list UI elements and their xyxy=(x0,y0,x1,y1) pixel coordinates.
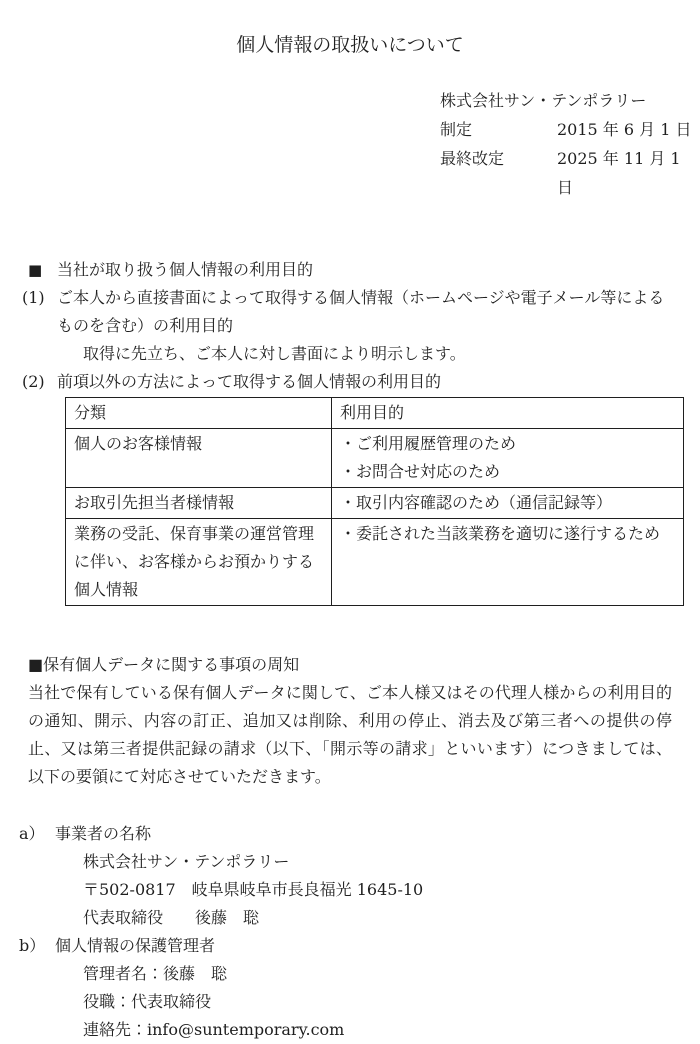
purpose-cell xyxy=(332,429,684,488)
list-item-1-note: 取得に先立ち、ご本人に対し書面により明示します。 xyxy=(83,344,466,363)
category-cell: 個人のお客様情報 xyxy=(66,429,332,488)
list-item-2-marker: (2) xyxy=(22,372,45,391)
header-purpose: 利用目的 xyxy=(332,398,684,429)
item-b-marker: b） xyxy=(19,936,46,955)
table-row xyxy=(66,488,684,519)
manager-name-line: 管理者名：後藤 聡 xyxy=(83,964,228,983)
established-date: 2015 年 6 月 1 日 xyxy=(557,120,692,139)
purpose-bullet-line: ・取引内容確認のため（通信記録等） xyxy=(340,493,613,512)
section-usage-purpose-heading-text: 当社が取り扱う個人情報の利用目的 xyxy=(57,260,314,279)
list-item-1-marker: (1) xyxy=(22,288,45,307)
business-address-line: 〒502-0817 岐阜県岐阜市長良福光 1645-10 xyxy=(83,880,424,899)
purpose-table-header-row xyxy=(66,398,684,429)
business-company-line: 株式会社サン・テンポラリー xyxy=(83,852,290,871)
list-item-2 xyxy=(0,368,700,396)
established-row xyxy=(440,115,700,144)
item-a-details xyxy=(83,848,672,932)
section-usage-purpose xyxy=(0,256,700,606)
business-info-block xyxy=(0,820,700,1044)
company-name-line xyxy=(440,86,700,115)
purpose-bullet-line: ・委託された当該業務を適切に遂行するため xyxy=(340,524,661,543)
purpose-cell xyxy=(332,519,684,606)
category-cell: お取引先担当者様情報 xyxy=(66,488,332,519)
header-category: 分類 xyxy=(66,398,332,429)
contact-email-line: 連絡先：info@suntemporary.com xyxy=(83,1020,345,1039)
item-a-marker: a） xyxy=(19,824,45,843)
last-revised-row xyxy=(440,144,700,202)
company-name: 株式会社サン・テンポラリー xyxy=(440,91,647,110)
section-retained-data xyxy=(0,651,700,791)
square-bullet-icon: ■ xyxy=(28,261,43,279)
retained-data-paragraph: 当社で保有している保有個人データに関して、ご本人様又はその代理人様からの利用目的の通知、開示、内容の訂正、追加又は削除、利用の停止、消去及び第三者への提供の停止、又は第三者提供記録の請求（以下、「開示等の請求」といいます）につきましては、以下の要領にて対応させていただきます。 xyxy=(28,683,672,786)
last-revised-label: 最終改定 xyxy=(440,149,505,168)
item-b-details xyxy=(83,960,672,1044)
category-cell: 業務の受託、保育事業の運営管理に伴い、お客様からお預かりする個人情報 xyxy=(66,519,332,606)
item-a-heading-text: 事業者の名称 xyxy=(55,824,152,843)
document-title: 個人情報の取扱いについて xyxy=(236,34,464,56)
purpose-table xyxy=(65,397,684,606)
table-row xyxy=(66,429,684,488)
item-a-heading xyxy=(19,820,672,848)
purpose-bullet-line: ・お問合せ対応のため xyxy=(340,462,501,481)
item-b-heading xyxy=(19,932,672,960)
item-b-heading-text: 個人情報の保護管理者 xyxy=(55,936,216,955)
list-item-1 xyxy=(0,284,700,368)
list-item-2-text: 前項以外の方法によって取得する個人情報の利用目的 xyxy=(57,372,442,391)
established-label: 制定 xyxy=(440,120,473,139)
purpose-bullet-line: ・ご利用履歴管理のため xyxy=(340,434,517,453)
last-revised-date: 2025 年 11 月 1 日 xyxy=(557,149,681,197)
purpose-cell xyxy=(332,488,684,519)
list-item-1-text: ご本人から直接書面によって取得する個人情報（ホームページや電子メール等によるものを含む）の利用目的 xyxy=(57,288,665,335)
list-item-1-body xyxy=(57,284,674,368)
section-usage-purpose-heading xyxy=(0,256,700,284)
document-meta-block xyxy=(440,86,700,202)
business-representative-line: 代表取締役 後藤 聡 xyxy=(83,908,260,927)
manager-role-line: 役職：代表取締役 xyxy=(83,992,212,1011)
table-row xyxy=(66,519,684,606)
section-retained-data-heading: ■保有個人データに関する事項の周知 xyxy=(28,655,300,674)
document-page xyxy=(0,31,700,1044)
